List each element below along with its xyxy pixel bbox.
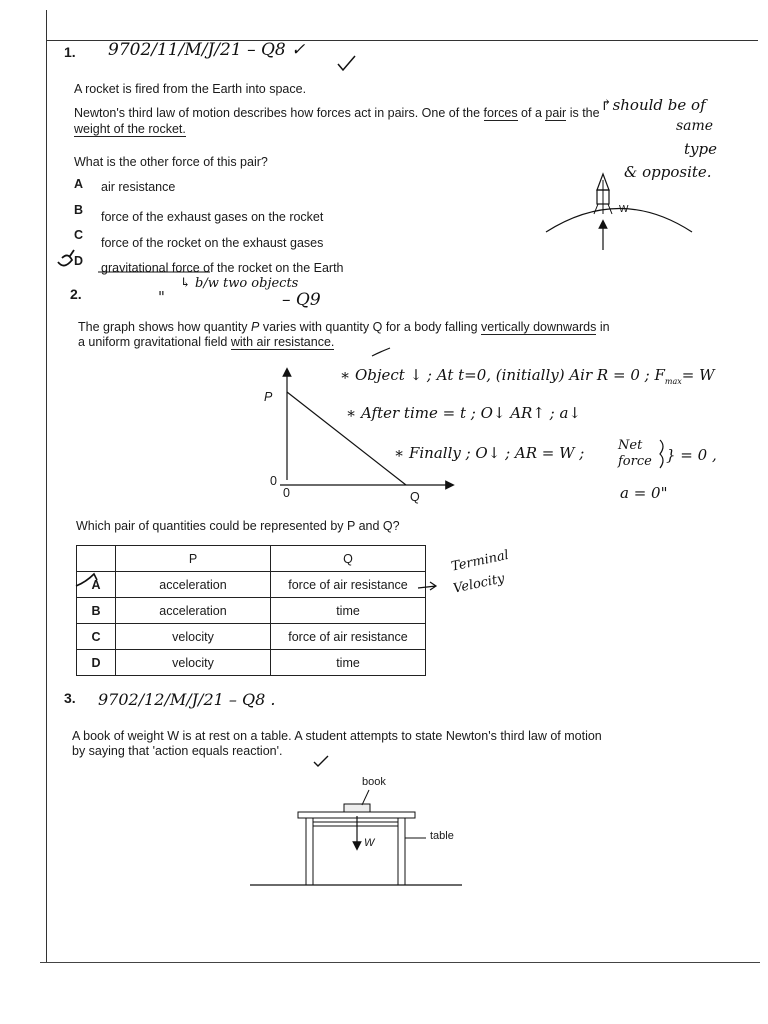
answer-mark-d <box>58 250 74 266</box>
table-cell-q: force of air resistance <box>271 572 426 598</box>
q2-note-2: ∗ After time = t ; O↓ AR↑ ; a↓ <box>346 404 582 422</box>
q3-line1: A book of weight W is at rest on a table. A student attempts to state Newton's third law of motion <box>72 729 602 743</box>
q1-option-b-letter: B <box>74 203 84 217</box>
table-cell-q: time <box>271 598 426 624</box>
table-cell-letter: A <box>77 572 116 598</box>
q1-note-opposite: & opposite. <box>624 163 712 181</box>
q2-line2: a uniform gravitational field with air resistance. <box>78 335 335 349</box>
q1-option-b-text: force of the exhaust gases on the rocket <box>101 210 324 224</box>
q1-line2: Newton's third law of motion describes how forces act in pairs. One of the forces of a pair is the <box>74 106 600 120</box>
q2-number: 2. <box>70 286 82 302</box>
tick-mark <box>314 756 328 766</box>
q2-note-equals-zero: } = 0 , <box>666 446 717 464</box>
q3-line2: by saying that 'action equals reaction'. <box>72 744 283 758</box>
q1-question: What is the other force of this pair? <box>74 155 268 169</box>
table-header-cell: Q <box>271 546 426 572</box>
q1-option-a-text: air resistance <box>101 180 176 194</box>
q1-reference: 9702/11/M/J/21 – Q8 ✓ <box>108 40 306 60</box>
table-header-cell: P <box>116 546 271 572</box>
q3-reference: 9702/12/M/J/21 – Q8 . <box>98 690 276 709</box>
table-cell-p: acceleration <box>116 572 271 598</box>
q2-question: Which pair of quantities could be represented by P and Q? <box>76 519 400 533</box>
q1-line3: weight of the rocket. <box>74 122 186 136</box>
q2-ditto: " <box>158 288 165 306</box>
table-cell-p: acceleration <box>116 598 271 624</box>
table-cell-q: force of air resistance <box>271 624 426 650</box>
tick-mark <box>372 348 390 356</box>
q1-option-c-letter: C <box>74 228 84 242</box>
terminal-arrow <box>418 582 436 590</box>
table-cell-q: time <box>271 650 426 676</box>
book-table-diagram <box>250 790 462 885</box>
q2-note-terminal: Terminal <box>450 547 511 575</box>
q2-note-1: ∗ Object ↓ ; At t=0, (initially) Air R = 0 ; $F_{max}= W$ <box>340 366 715 386</box>
graph-origin-x: 0 <box>283 486 290 500</box>
q1-note-same: same <box>676 118 714 134</box>
q2-note-velocity: Velocity <box>452 571 506 597</box>
rocket-weight-label: W <box>619 204 629 215</box>
q1-option-d-letter: D <box>74 254 84 268</box>
graph-y-axis-label: P <box>264 390 273 404</box>
q2-net-brace <box>660 440 663 468</box>
q3-number: 3. <box>64 690 76 706</box>
rocket-diagram <box>546 174 692 250</box>
table-cell-letter: D <box>77 650 116 676</box>
tick-mark <box>338 56 355 70</box>
graph-origin-y: 0 <box>270 474 277 488</box>
q1-option-d-text: gravitational force of the rocket on the Earth <box>101 261 344 275</box>
q1-note-type: type <box>684 140 717 158</box>
table-label: table <box>430 830 454 842</box>
q1-note-btw: ↳ b/w two objects <box>180 276 299 291</box>
table-cell-p: velocity <box>116 624 271 650</box>
table-cell-letter: B <box>77 598 116 624</box>
answer-mark-a <box>76 574 97 586</box>
q2-note-a-zero: a = 0" <box>620 484 668 502</box>
table-cell-p: velocity <box>116 650 271 676</box>
q2-reference: – Q9 <box>282 290 321 310</box>
p-q-graph <box>280 372 450 485</box>
book-weight-label: W <box>364 837 375 849</box>
q2-note-3: ∗ Finally ; O↓ ; AR = W ; <box>394 444 585 462</box>
graph-line <box>287 392 406 485</box>
book-label: book <box>362 776 386 788</box>
q1-option-c-text: force of the rocket on the exhaust gases <box>101 236 324 250</box>
q1-option-a-letter: A <box>74 177 84 191</box>
q1-note-should: ↱should be of <box>600 96 706 114</box>
graph-x-axis-label: Q <box>410 490 420 504</box>
q2-note-net-force: Net force <box>618 438 652 469</box>
table-cell-letter: C <box>77 624 116 650</box>
q2-line1: The graph shows how quantity P varies with quantity Q for a body falling vertically downwards in <box>78 320 610 334</box>
q1-number: 1. <box>64 44 76 60</box>
q1-line1: A rocket is fired from the Earth into space. <box>74 82 307 96</box>
